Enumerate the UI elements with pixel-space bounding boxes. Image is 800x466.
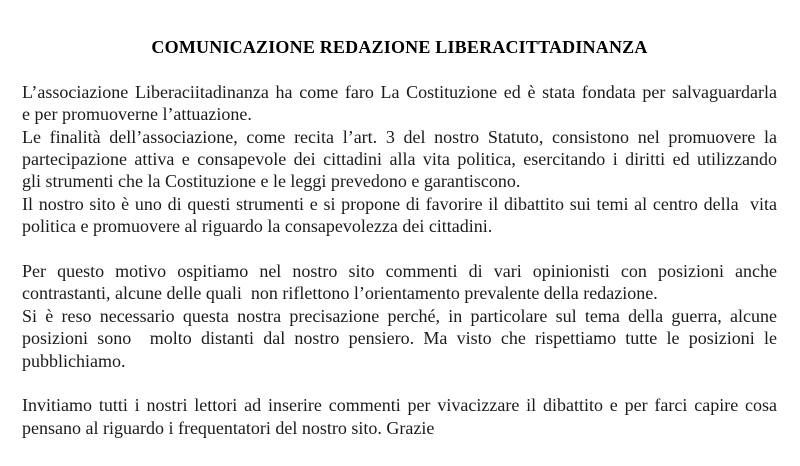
text-line: politica e promuovere al riguardo la consapevolezza dei cittadini. [22,216,493,237]
paragraph-invitation [22,394,777,439]
paragraph-association [22,81,777,126]
document-title: COMUNICAZIONE REDAZIONE LIBERACITTADINANZA [151,37,648,57]
text-line: pensano al riguardo i frequentatori del nostro sito. Grazie [22,417,435,438]
paragraph-statute [22,126,777,193]
text-line: posizioni sono molto distanti dal nostro pensiero. Ma visto che rispettiamo tutte le posizioni le [22,328,777,349]
text-block-invitation [22,394,777,439]
text-line: Il nostro sito è uno di questi strumenti e si propone di favorire il dibattito sui temi al centro della vita [22,193,777,214]
text-block-opinions [22,260,777,372]
text-line: contrastanti, alcune delle quali non riflettono l’orientamento prevalente della redazione. [22,283,658,304]
text-line: Le finalità dell’associazione, come recita l’art. 3 del nostro Statuto, consistono nel promuovere la [22,126,777,147]
text-line: Invitiamo tutti i nostri lettori ad inserire commenti per vivacizzare il dibattito e per farci capire cosa [22,395,777,416]
text-line: pubblichiamo. [22,350,126,371]
text-line: partecipazione attiva e consapevole dei cittadini alla vita politica, esercitando i diritti ed utilizzando [22,149,777,170]
paragraph-clarification [22,305,777,372]
paragraph-site-purpose [22,193,777,238]
text-line: Per questo motivo ospitiamo nel nostro sito commenti di vari opinionisti con posizioni anche [22,261,777,282]
text-line: gli strumenti che la Costituzione e le leggi prevedono e garantiscono. [22,171,521,192]
text-line: L’associazione Liberaciitadinanza ha come faro La Costituzione ed è stata fondata per salvaguardarla [22,81,777,102]
text-line: e per promuoverne l’attuazione. [22,104,252,125]
paragraph-opinionists [22,260,777,305]
text-line: Si è reso necessario questa nostra precisazione perché, in particolare sul tema della guerra, alcune [22,305,777,326]
text-block-intro [22,81,777,238]
